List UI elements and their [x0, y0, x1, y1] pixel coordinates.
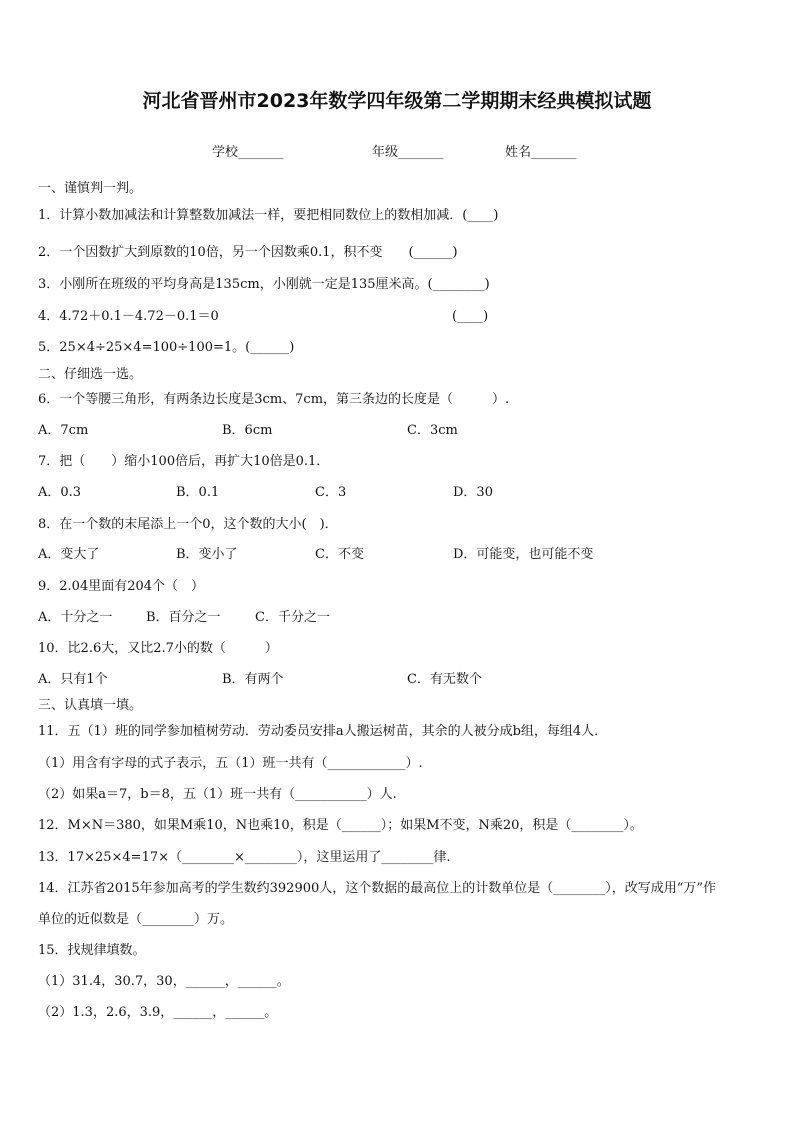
section-heading-2: 二、仔细选一选。 [38, 367, 143, 382]
question-10-option-a: A．只有1个 [38, 672, 108, 687]
question-10-option-c: C．有无数个 [407, 672, 482, 687]
question-8-option-d: D．可能变，也可能不变 [453, 547, 594, 562]
grade-field: 年级_______ [372, 145, 444, 160]
question-7-option-d: D．30 [453, 485, 493, 500]
question-14-line-1: 14．江苏省2015年参加高考的学生数约392900人，这个数据的最高位上的计数单位是（________），改写成用“万”作 [38, 881, 717, 896]
question-7-option-b: B．0.1 [176, 485, 220, 500]
question-13: 13．17×25×4=17×（________×________），这里运用了________律. [38, 850, 451, 865]
question-1: 1．计算小数加减法和计算整数加减法一样，要把相同数位上的数相加减．(____) [38, 208, 499, 223]
section-heading-1: 一、谨慎判一判。 [38, 181, 143, 196]
question-6-option-c: C．3cm [407, 423, 458, 438]
question-11-part-1: （1）用含有字母的式子表示，五（1）班一共有（____________）. [38, 756, 423, 771]
question-6-option-b: B．6cm [222, 423, 273, 438]
page-title: 河北省晋州市2023年数学四年级第二学期期末经典模拟试题 [142, 90, 652, 112]
question-3: 3．小刚所在班级的平均身高是135cm，小刚就一定是135厘米高。(________) [38, 277, 490, 292]
school-field: 学校_______ [212, 145, 284, 160]
question-11-part-2: （2）如果a＝7，b＝8，五（1）班一共有（___________）人. [38, 787, 397, 802]
question-12: 12．M×N＝380，如果M乘10，N也乘10，积是（______）；如果M不变，N乘20，积是（________）。 [38, 818, 643, 833]
question-4: 4．4.72＋0.1－4.72－0.1＝0 [38, 309, 219, 324]
question-9: 9．2.04里面有204个（ ） [38, 579, 205, 594]
question-7-option-c: C．3 [315, 485, 347, 500]
question-4-blank: (____) [452, 309, 489, 324]
question-11: 11．五（1）班的同学参加植树劳动．劳动委员安排a人搬运树苗，其余的人被分成b组，每组4人． [38, 724, 608, 739]
question-15-part-1: （1）31.4，30.7，30，______，______。 [38, 974, 290, 989]
question-7-option-a: A．0.3 [38, 485, 82, 500]
question-14-line-2: 单位的近似数是（________）万。 [38, 912, 234, 927]
question-8: 8．在一个数的末尾添上一个0，这个数的大小( )． [38, 517, 338, 532]
question-5: 5．25×4÷25×4=100÷100=1。(______) [38, 340, 295, 355]
question-8-option-a: A．变大了 [38, 547, 100, 562]
question-9-option-c: C．千分之一 [255, 610, 330, 625]
question-6-option-a: A．7cm [38, 423, 89, 438]
question-2: 2．一个因数扩大到原数的10倍，另一个因数乘0.1，积不变 (______) [38, 245, 458, 260]
question-8-option-c: C．不变 [315, 547, 364, 562]
question-15-part-2: （2）1.3，2.6，3.9，______，______。 [38, 1005, 278, 1020]
section-heading-3: 三、认真填一填。 [38, 698, 143, 713]
name-field: 姓名_______ [505, 145, 577, 160]
question-6: 6．一个等腰三角形，有两条边长度是3cm、7cm，第三条边的长度是（ ）. [38, 392, 510, 407]
question-7: 7．把（ ）缩小100倍后，再扩大10倍是0.1． [38, 454, 330, 469]
question-15: 15．找规律填数。 [38, 943, 146, 958]
question-10: 10．比2.6大，又比2.7小的数（ ） [38, 641, 278, 656]
question-9-option-b: B．百分之一 [146, 610, 221, 625]
question-8-option-b: B．变小了 [176, 547, 238, 562]
question-9-option-a: A．十分之一 [38, 610, 113, 625]
question-10-option-b: B．有两个 [222, 672, 284, 687]
